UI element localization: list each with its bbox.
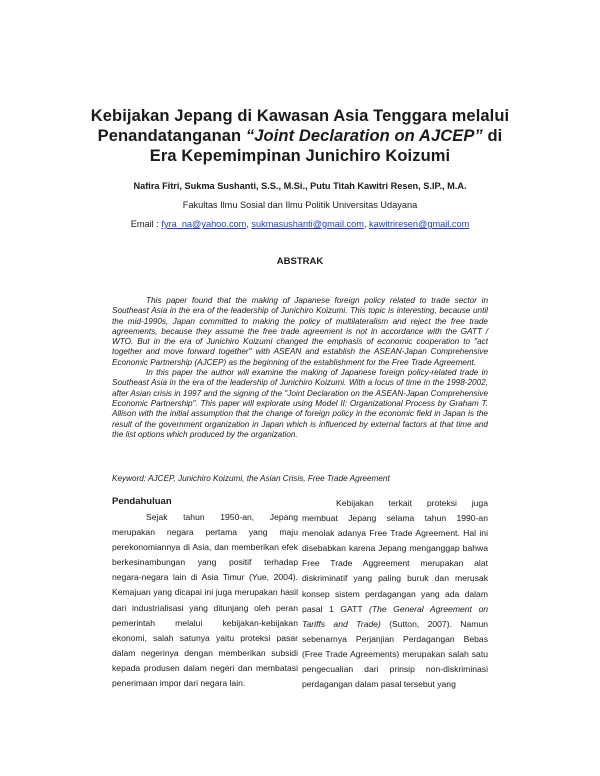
email-link-1[interactable]: fyra_na@yahoo.com — [161, 219, 247, 229]
paper-title — [60, 106, 540, 166]
title-line-2-pre: Penandatanganan — [97, 127, 246, 145]
abstract-heading: ABSTRAK — [276, 256, 324, 267]
title-line-2-post: di — [482, 127, 503, 145]
title-line-2 — [60, 126, 540, 146]
affiliation: Fakultas Ilmu Sosial dan Ilmu Politik Universitas Udayana — [182, 200, 418, 210]
author-list: Nafira Fitri, Sukma Sushanti, S.S., M.Si., Putu Titah Kawitri Resen, S.IP., M.A. — [133, 181, 467, 191]
body-text: Kebijakan terkait proteksi juga membuat Jepang selama tahun 1990-an menolak adanya Free Trade Agreement. Hal ini disebabkan karena Jepang menganggap bahwa Free Trade Aggreement merupakan alat diskriminatif yang paling buruk dan merusak konsep sistem perdagangan yang ada dalam pasal 1 GATT — [302, 498, 488, 614]
body-text-italic: (The General Agreement on Tariffs and Trade) — [302, 603, 489, 629]
keywords: Keyword: AJCEP, Junichiro Koizumi, the Asian Crisis, Free Trade Agreement — [112, 474, 390, 483]
email-separator: , — [363, 219, 370, 229]
email-link-2[interactable]: sukmasushanti@gmail.com — [251, 219, 364, 229]
body-column-right — [302, 496, 488, 692]
body-column-left — [112, 494, 298, 691]
email-label: Email : — [130, 219, 162, 229]
email-separator: , — [246, 219, 252, 229]
body-text: (Sutton, 2007). Namun sebenarnya Perjanjian Perdagangan Bebas (Free Trade Agreements) merupakan salah satu pengecualian dari prinsip non-diskriminasi perdagangan dalam pasal tersebut yang — [302, 618, 489, 690]
body-paragraph: Sejak tahun 1950-an, Jepang merupakan negara pertama yang maju perekonomiannya di Asia, dan memberikan efek berkesinambungan yang positif terhadap negara-negara lain di Asia Timur (Yue, 2004). Kemajuan yang dicapai ini juga merupakan hasil dari industrialisasi yang ditunjang oleh peran pemerintah melalui kebijakan-kebijakan ekonomi, salah satunya yaitu proteksi pasar dalam negerinya dengan memberikan subsidi kepada produsen dalam negeri dan membatasi penerimaan impor dari negara lain. — [112, 512, 298, 689]
email-line — [60, 219, 540, 229]
abstract-body — [112, 296, 488, 440]
section-heading: Pendahuluan — [112, 496, 172, 507]
abstract-paragraph-1: This paper found that the making of Japanese foreign policy related to trade sector in Southeast Asia in the era of the leadership of Junichiro Koizumi. This topic is interesting, because until the mid-1990s, Japan committed to making the policy of multilateralism and reject the free trade agreements, because they assume the free trade agreement is not in accordance with the GATT / WTO. But in the era of Junichiro Koizumi changed the emphasis of economic cooperation to "act together and move forward together" with ASEAN and establish the ASEAN-Japan Comprehensive Economic Partnership (AJCEP) as the beginning of the establishment for the Free Trade Agreement. — [112, 296, 488, 367]
body-paragraph — [302, 496, 488, 692]
title-line-3: Era Kepemimpinan Junichiro Koizumi — [149, 147, 451, 165]
abstract-paragraph-2: In this paper the author will examine the making of Japanese foreign policy-related trade in Southeast Asia in the era of the leadership of Junichiro Koizumi. With a locus of time in the 1998-2002, after Asian crisis in 1997 and the signing of the "Joint Declaration on the ASEAN-Japan Comprehensive Economic Partnership". This paper will explorate using Model II: Organizational Process by Graham T. Allison with the initial assumption that the change of foreign policy in the economic field in Japan is the result of the government organization in Japan which is influenced by external factors at that time and the list options which produced by the organization. — [112, 368, 488, 439]
title-line-1: Kebijakan Jepang di Kawasan Asia Tenggara melalui — [90, 107, 510, 125]
title-emphasis: “Joint Declaration on AJCEP” — [245, 127, 483, 145]
email-link-3[interactable]: kawitriresen@gmail.com — [369, 219, 470, 229]
